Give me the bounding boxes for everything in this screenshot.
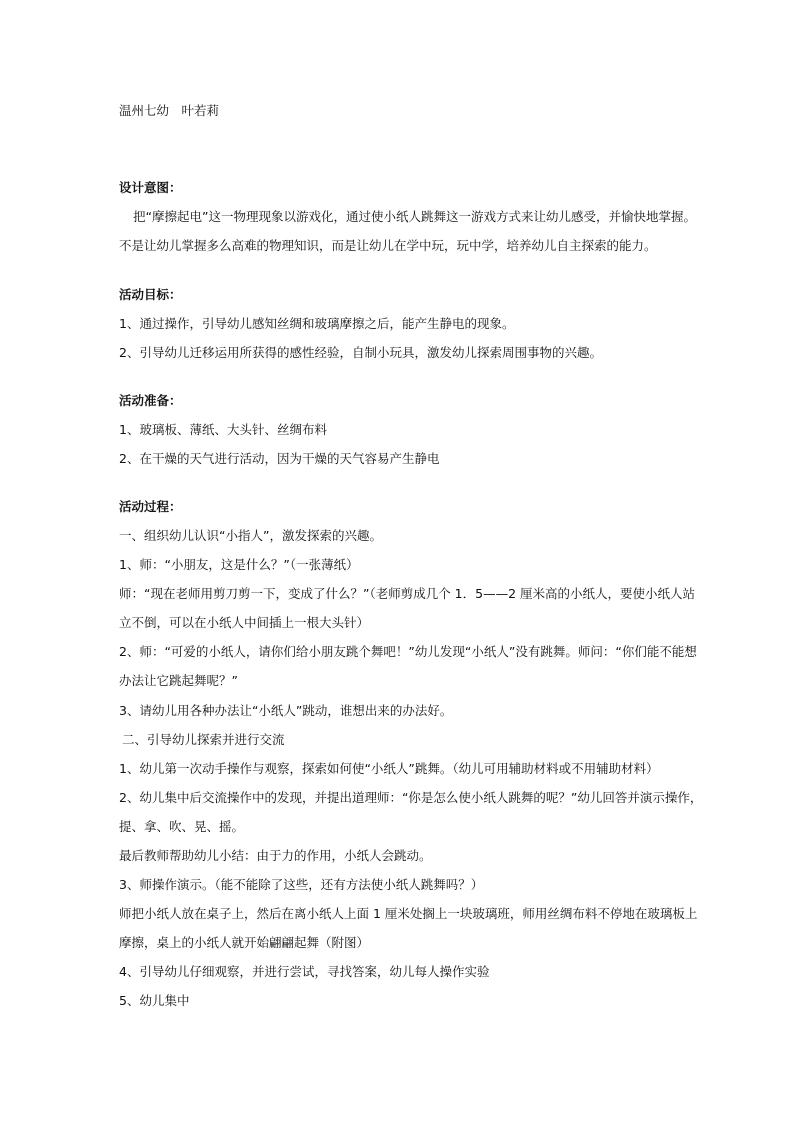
goal-item: 2、引导幼儿迁移运用所获得的感性经验，自制小玩具，激发幼儿探索周围事物的兴趣。 <box>119 345 602 360</box>
process-line: 2、师：“可爱的小纸人，请你们给小朋友跳个舞吧！”幼儿发现“小纸人”没有跳舞。师问：“你们能不能想 <box>119 644 697 659</box>
process-line: 师把小纸人放在桌子上，然后在离小纸人上面 1 厘米处搁上一块玻璃班，师用丝绸布料不停地在玻璃板上 <box>119 906 698 921</box>
process-line: 提、拿、吹、晃、摇。 <box>119 819 245 834</box>
process-line: 3、师操作演示。（能不能除了这些，还有方法使小纸人跳舞吗？） <box>119 877 484 892</box>
process-line: 摩擦，桌上的小纸人就开始翩翩起舞（附图） <box>119 935 370 950</box>
process-line: 4、引导幼儿仔细观察，并进行尝试，寻找答案，幼儿每人操作实验 <box>119 964 490 979</box>
process-line: 办法让它跳起舞呢？” <box>119 673 238 688</box>
process-line: 1、幼儿第一次动手操作与观察，探索如何使“小纸人”跳舞。（幼儿可用辅助材料或不用辅助材料） <box>119 761 659 776</box>
process-line: 最后教师帮助幼儿小结：由于力的作用，小纸人会跳动。 <box>119 848 432 863</box>
goal-item: 1、通过操作，引导幼儿感知丝绸和玻璃摩擦之后，能产生静电的现象。 <box>119 316 515 331</box>
process-line: 1、师：“小朋友，这是什么？”（一张薄纸） <box>119 557 359 572</box>
process-heading: 活动过程： <box>119 499 182 514</box>
design-heading: 设计意图： <box>119 180 182 195</box>
prep-item: 1、玻璃板、薄纸、大头针、丝绸布料 <box>119 422 327 437</box>
prep-heading: 活动准备： <box>119 393 182 408</box>
goals-heading: 活动目标： <box>119 287 182 302</box>
process-line: 5、幼儿集中 <box>119 993 190 1008</box>
process-line: 2、幼儿集中后交流操作中的发现，并提出道理师：“你是怎么使小纸人跳舞的呢？”幼儿回答并演示操作， <box>119 790 703 805</box>
process-line: 二、引导幼儿探索并进行交流 <box>122 732 285 747</box>
prep-item: 2、在干燥的天气进行活动，因为干燥的天气容易产生静电 <box>119 451 440 466</box>
process-line: 一、组织幼儿认识“小指人”，激发探索的兴趣。 <box>119 528 382 543</box>
design-paragraph-line: 不是让幼儿掌握多么高难的物理知识，而是让幼儿在学中玩，玩中学，培养幼儿自主探索的能力。 <box>119 238 657 253</box>
design-paragraph-line: 把“摩擦起电”这一物理现象以游戏化，通过使小纸人跳舞这一游戏方式来让幼儿感受，并愉快地掌握。 <box>133 209 696 224</box>
process-line: 师：“现在老师用剪刀剪一下，变成了什么？”（老师剪成几个 1．5——2 厘米高的小纸人，要使小纸人站 <box>119 586 696 601</box>
process-line: 立不倒，可以在小纸人中间插上一根大头针） <box>119 615 370 630</box>
process-line: 3、请幼儿用各种办法让“小纸人”跳动，谁想出来的办法好。 <box>119 703 453 718</box>
author-line: 温州七幼 叶若莉 <box>119 103 220 118</box>
